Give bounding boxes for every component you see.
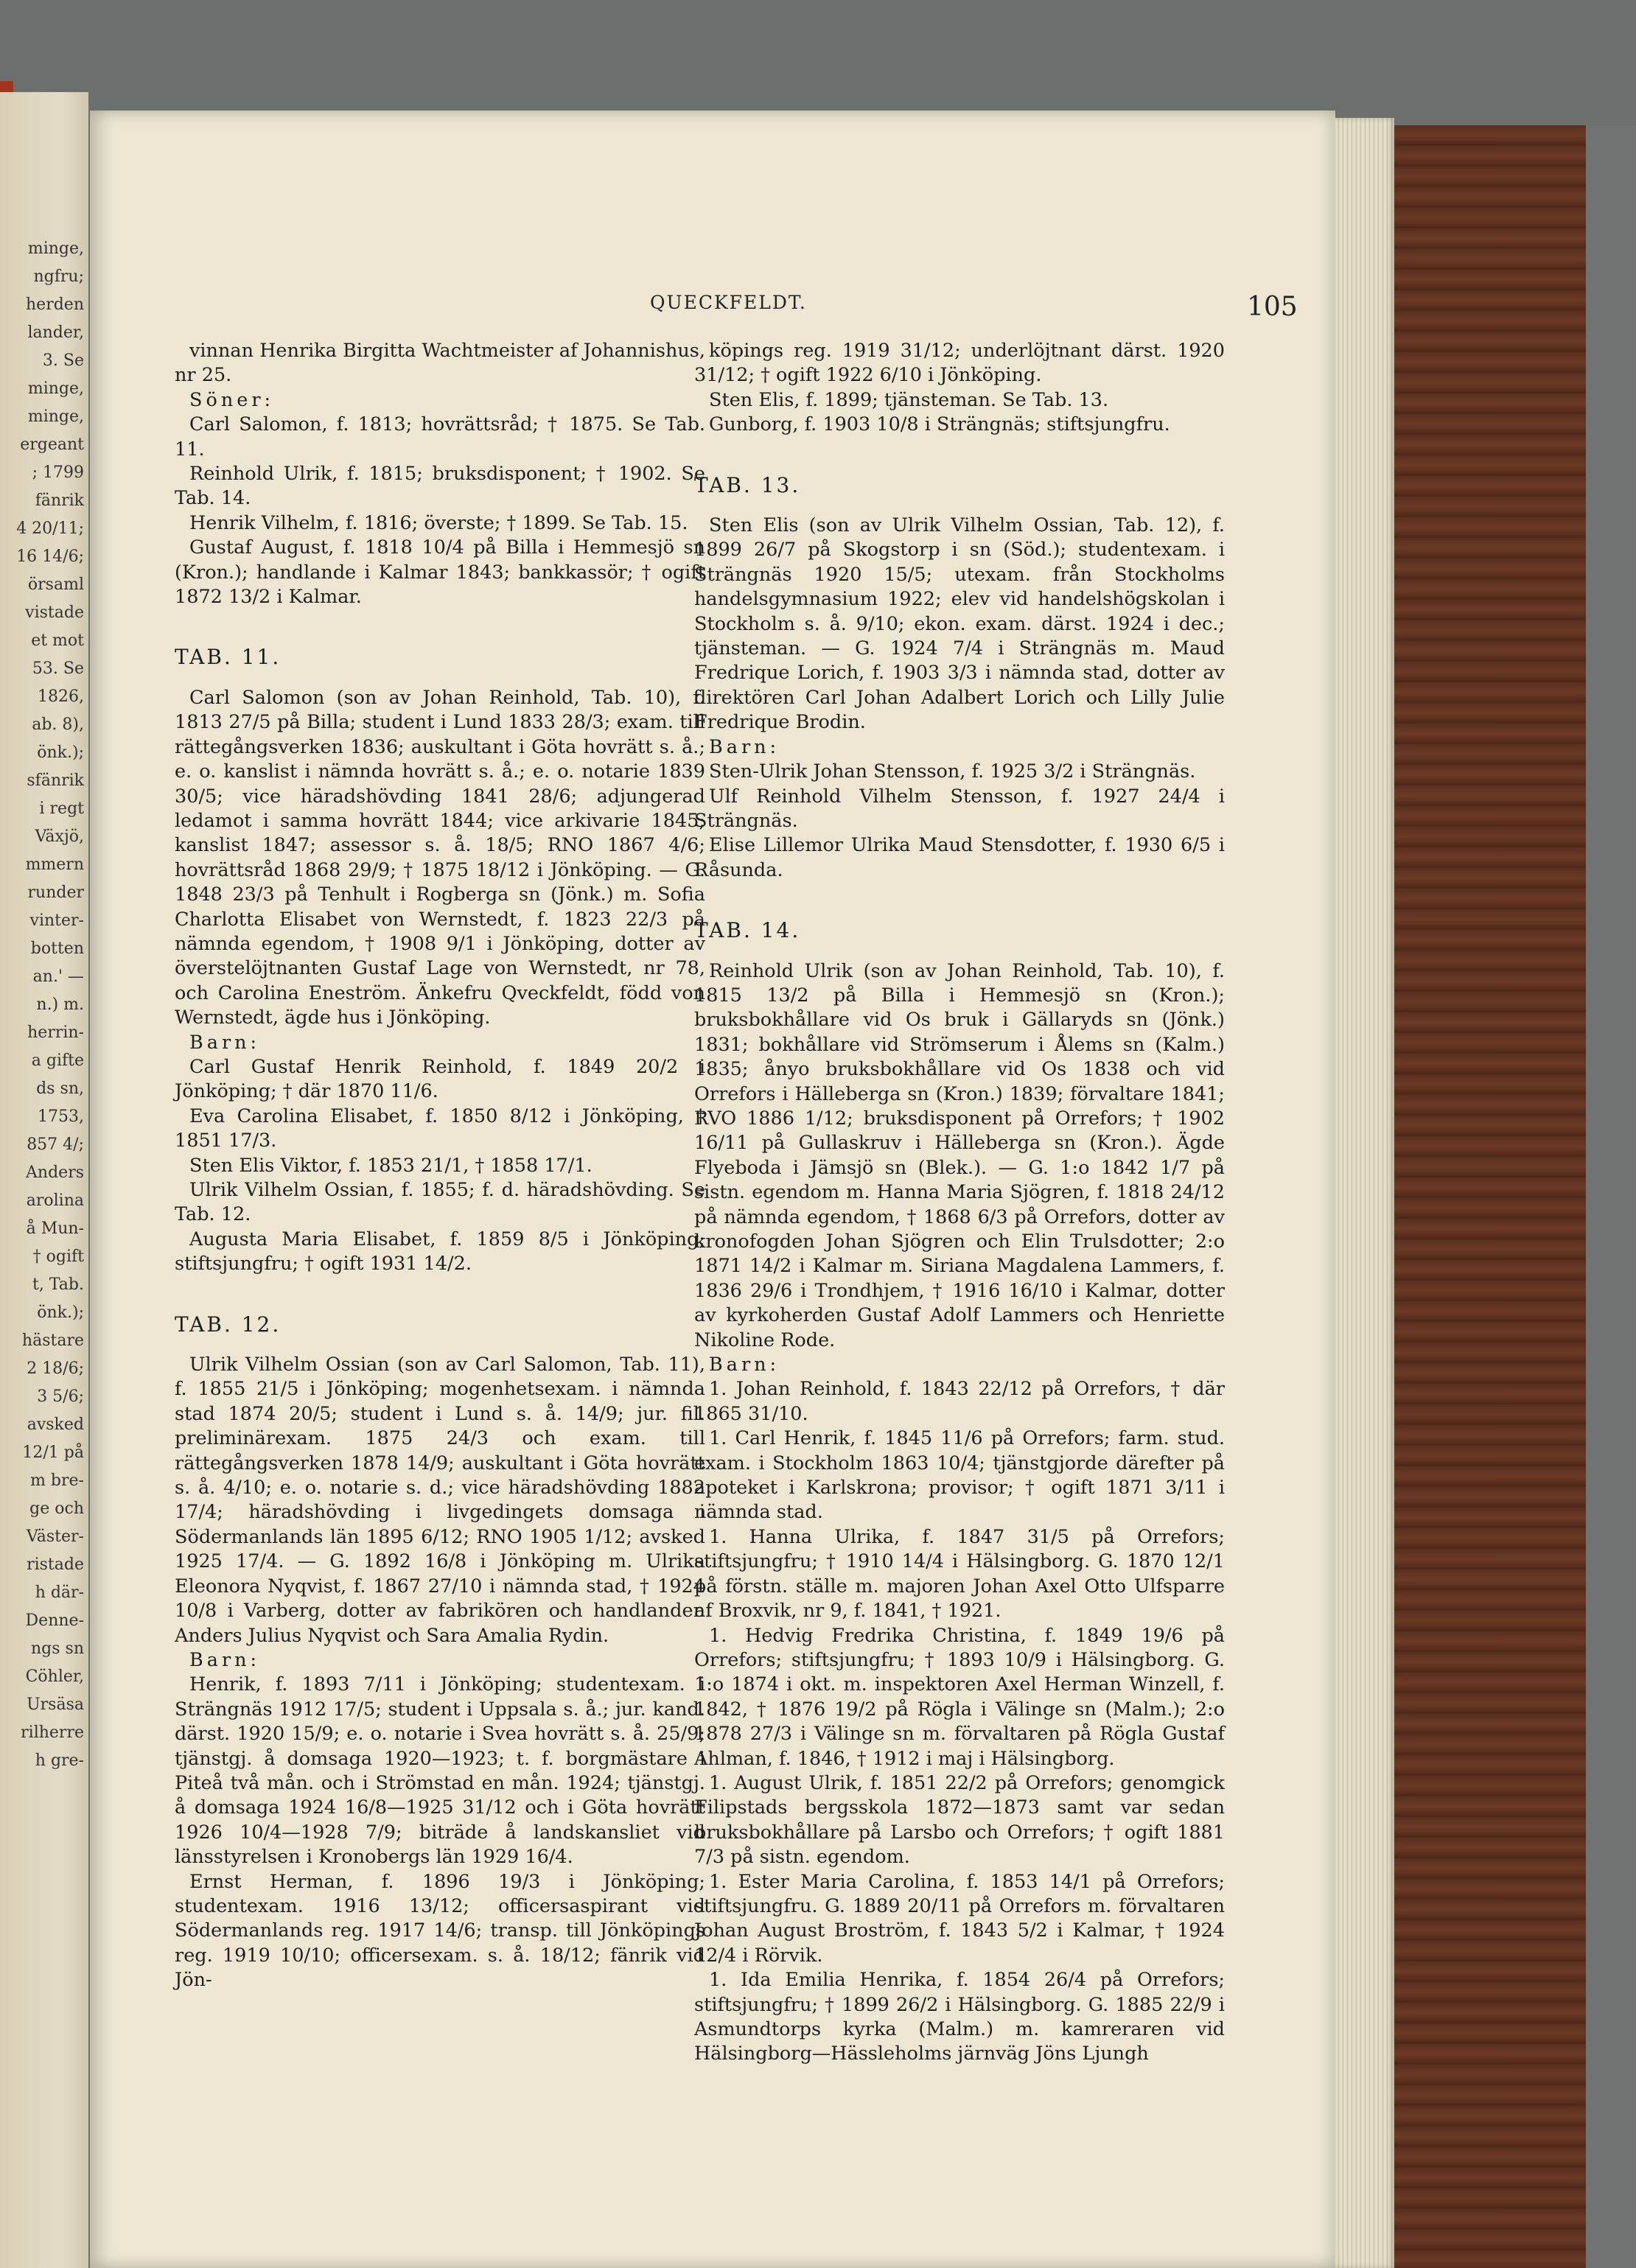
margin-fragment: h där- — [35, 1583, 84, 1602]
left-text-column — [175, 339, 705, 1993]
paragraph: Carl Salomon, f. 1813; hovrättsråd; † 1875. Se Tab. 11. — [175, 413, 705, 461]
margin-fragment: å Mun- — [26, 1219, 84, 1238]
paragraph: Sten Elis (son av Ulrik Vilhelm Ossian, Tab. 12), f. 1899 26/7 på Skogstorp i sn (Söd.); studentexam. i Strängnäs 1920 15/5; utexam. från Stockholms handelsgymnasium 1922; elev vid handelshögskolan i Stockholm s. å. 9/10; ekon. exam. därst. 1924 i dec.; tjänsteman. — G. 1924 7/4 i Strängnäs m. Maud Fredrique Lorich, f. 1903 3/3 i nämnda stad, dotter av direktören Carl Johan Adalbert Lorich och Lilly Julie Fredrique Brodin. — [694, 514, 1225, 734]
margin-fragment: i regt — [39, 799, 84, 818]
margin-fragment: minge, — [27, 407, 84, 426]
table-heading: TAB. 14. — [694, 918, 801, 943]
margin-fragment: t, Tab. — [32, 1275, 84, 1294]
margin-fragment: 2 18/6; — [27, 1359, 84, 1378]
margin-fragment: 12/1 på — [22, 1443, 84, 1462]
paragraph: Henrik Vilhelm, f. 1816; överste; † 1899. Se Tab. 15. — [189, 511, 688, 534]
paragraph: Sten-Ulrik Johan Stensson, f. 1925 3/2 i Strängnäs. — [709, 760, 1196, 783]
paragraph: 1. Ester Maria Carolina, f. 1853 14/1 på Orrefors; stiftsjungfru. G. 1889 20/11 på Orrefors m. förvaltaren Johan August Broström, f. 1843 5/2 i Kalmar, † 1924 12/4 i Rörvik. — [694, 1870, 1225, 1967]
margin-fragment: minge, — [27, 379, 84, 398]
page-number: 105 — [1247, 292, 1298, 322]
paragraph: Sten Elis Viktor, f. 1853 21/1, † 1858 17/1. — [189, 1154, 592, 1177]
margin-fragment: 1753, — [38, 1107, 84, 1126]
margin-fragment: botten — [30, 939, 84, 958]
paragraph: Augusta Maria Elisabet, f. 1859 8/5 i Jönköping; stiftsjungfru; † ogift 1931 14/2. — [175, 1228, 705, 1275]
section-label: Söner: — [189, 388, 275, 411]
margin-fragment: vinter- — [29, 911, 84, 930]
paragraph: Ulrik Vilhelm Ossian (son av Carl Salomon, Tab. 11), f. 1855 21/5 i Jönköping; mogenhetsexam. i nämnda stad 1874 20/5; student i Lund s. å. 14/9; jur. fil. preliminärexam. 1875 24/3 och exam. till rättegångsverken 1878 14/9; auskultant i Göta hovrätt s. å. 4/10; e. o. notarie s. d.; vice häradshövding 1882 17/4; häradshövding i livgedingets domsaga i Södermanlands län 1895 6/12; RNO 1905 1/12; avsked 1925 17/4. — G. 1892 16/8 i Jönköping m. Ulrika Eleonora Nyqvist, f. 1867 27/10 i nämnda stad, † 1924 10/8 i Varberg, dotter av fabrikören och handlanden Anders Julius Nyqvist och Sara Amalia Rydin. — [175, 1354, 705, 1647]
paragraph: 1. Johan Reinhold, f. 1843 22/12 på Orrefors, † där 1865 31/10. — [694, 1378, 1225, 1425]
margin-fragment: mmern — [25, 855, 84, 874]
paragraph: Sten Elis, f. 1899; tjänsteman. Se Tab. 13. — [709, 388, 1109, 411]
margin-fragment: 1826, — [38, 687, 84, 706]
paragraph: Carl Salomon (son av Johan Reinhold, Tab. 10), f. 1813 27/5 på Billa; student i Lund 1833 28/3; exam. till rättegångsverken 1836; auskultant i Göta hovrätt s. å.; e. o. kanslist i nämnda hovrätt s. å.; e. o. notarie 1839 30/5; vice häradshövding 1841 28/6; adjungerad ledamot i samma hovrätt 1844; vice arkivarie 1845; kanslist 1847; assessor s. å. 18/5; RNO 1867 4/6; hovrättsråd 1868 29/9; † 1875 18/12 i Jönköping. — G. 1848 23/3 på Tenhult i Rogberga sn (Jönk.) m. Sofia Charlotta Elisabet von Wernstedt, f. 1823 22/3 på nämnda egendom, † 1908 9/1 i Jönköping, dotter av överstelöjtnanten Gustaf Lage von Wernstedt, nr 78, och Carolina Eneström. Änkefru Qveckfeldt, född von Wernstedt, ägde hus i Jönköping. — [175, 686, 705, 1029]
margin-fragment: 53. Se — [32, 659, 84, 678]
margin-fragment: Anders — [26, 1163, 84, 1182]
margin-fragment: m bre- — [30, 1471, 84, 1490]
margin-fragment: Ursäsa — [27, 1695, 84, 1714]
paragraph: Gunborg, f. 1903 10/8 i Strängnäs; stiftsjungfru. — [709, 413, 1170, 436]
margin-fragment: ge och — [29, 1499, 84, 1518]
paragraph: köpings reg. 1919 31/12; underlöjtnant därst. 1920 31/12; † ogift 1922 6/10 i Jönköping. — [694, 340, 1225, 387]
book-cover-spine — [1394, 125, 1586, 2268]
table-heading: TAB. 11. — [175, 645, 282, 670]
margin-fragment: 4 20/11; — [16, 519, 84, 538]
margin-fragment: ; 1799 — [32, 463, 84, 482]
page-edges — [1335, 118, 1394, 2268]
section-label: Barn: — [709, 1354, 780, 1376]
margin-fragment: 3. Se — [42, 351, 84, 370]
margin-fragment: hästare — [21, 1331, 84, 1350]
margin-fragment: lander, — [27, 323, 84, 342]
margin-fragment: örsaml — [27, 575, 84, 594]
table-heading: TAB. 12. — [175, 1312, 282, 1337]
margin-fragment: Denne- — [25, 1611, 84, 1630]
running-header: QUECKFELDT. — [650, 292, 807, 313]
margin-fragment: sfänrik — [27, 771, 84, 790]
paragraph: Ulrik Vilhelm Ossian, f. 1855; f. d. häradshövding. Se Tab. 12. — [175, 1179, 705, 1226]
margin-fragment: a gifte — [31, 1051, 84, 1070]
background-edge — [1586, 125, 1636, 2268]
margin-fragment: herrin- — [27, 1023, 84, 1042]
left-page-margin — [0, 92, 88, 2268]
paragraph: Elise Lillemor Ulrika Maud Stensdotter, f. 1930 6/5 i Råsunda. — [694, 834, 1225, 881]
paragraph: Gustaf August, f. 1818 10/4 på Billa i Hemmesjö sn (Kron.); handlande i Kalmar 1843; bankkassör; † ogift 1872 13/2 i Kalmar. — [175, 536, 705, 609]
margin-fragment: ergeant — [20, 435, 84, 454]
margin-fragment: önk.); — [37, 743, 84, 762]
margin-fragment: vistade — [25, 603, 84, 622]
margin-fragment: h gre- — [35, 1751, 84, 1770]
margin-fragment: ab. 8), — [32, 715, 84, 734]
margin-fragment: 3 5/6; — [37, 1387, 84, 1406]
right-text-column — [694, 339, 1225, 2067]
margin-fragment: önk.); — [37, 1303, 84, 1322]
margin-fragment: ngs sn — [31, 1639, 84, 1658]
margin-fragment: ds sn, — [36, 1079, 84, 1098]
margin-fragment: Väster- — [26, 1527, 84, 1546]
margin-fragment: 16 14/6; — [16, 547, 84, 566]
paragraph: 1. Carl Henrik, f. 1845 11/6 på Orrefors; farm. stud. exam. i Stockholm 1863 10/4; tjänstgjorde därefter på apoteket i Karlskrona; provisor; † ogift 1871 3/11 i nämnda stad. — [694, 1427, 1225, 1524]
paragraph: Ernst Herman, f. 1896 19/3 i Jönköping; studentexam. 1916 13/12; officersaspirant vid Södermanlands reg. 1917 14/6; transp. till Jönköpings reg. 1919 10/10; officersexam. s. å. 18/12; fänrik vid Jön- — [175, 1870, 705, 1992]
paragraph: 1. Ida Emilia Henrika, f. 1854 26/4 på Orrefors; stiftsjungfru; † 1899 26/2 i Hälsingborg. G. 1885 22/9 i Asmundtorps kyrka (Malm.) m. kamreraren vid Hälsingborg—Hässleholms järnväg Jöns Ljungh — [694, 1969, 1225, 2065]
margin-fragment: herden — [26, 295, 84, 314]
margin-fragment: ngfru; — [33, 267, 84, 286]
margin-fragment: avsked — [27, 1415, 84, 1434]
margin-fragment: † ogift — [32, 1247, 84, 1266]
margin-fragment: et mot — [31, 631, 84, 650]
paragraph: Reinhold Ulrik (son av Johan Reinhold, Tab. 10), f. 1815 13/2 på Billa i Hemmesjö sn (Kron.); bruksbokhållare vid Os bruk i Gällaryds sn (Jönk.) 1831; bokhållare vid Strömserum i Ålems sn (Kalm.) 1835; ånyo bruksbokhållare vid Os 1838 och vid Orrefors i Hälleberga sn (Kron.) 1839; förvaltare 1841; RVO 1886 1/12; bruksdisponent på Orrefors; † 1902 16/11 på Gullaskruv i Hälleberga sn (Kron.). Ägde Flyeboda i Jämsjö sn (Blek.). — G. 1:o 1842 1/7 på sistn. egendom m. Hanna Maria Sjögren, f. 1818 24/12 på nämnda egendom, † 1868 6/3 på Orrefors, dotter av kronofogden Johan Sjögren och Elin Trulsdotter; 2:o 1871 14/2 i Kalmar m. Siriana Magdalena Lammers, f. 1836 29/6 i Trondhjem, † 1916 16/10 i Kalmar, dotter av kyrkoherden Gustaf Adolf Lammers och Henriette Nikoline Rode. — [694, 959, 1225, 1351]
book-page — [90, 111, 1335, 2268]
paragraph: 1. Hanna Ulrika, f. 1847 31/5 på Orrefors; stiftsjungfru; † 1910 14/4 i Hälsingborg. G. 1870 12/1 på förstn. ställe m. majoren Johan Axel Otto Ulfsparre af Broxvik, nr 9, f. 1841, † 1921. — [694, 1525, 1225, 1623]
margin-fragment: runder — [27, 883, 84, 902]
paragraph: 1. Hedvig Fredrika Christina, f. 1849 19/6 på Orrefors; stiftsjungfru; † 1893 10/9 i Hälsingborg. G. 1:o 1874 i okt. m. inspektoren Axel Herman Winzell, f. 1842, † 1876 19/2 på Rögla i Välinge sn (Malm.); 2:o 1878 27/3 i Välinge sn m. förvaltaren på Rögla Gustaf Ahlman, f. 1846, † 1912 i maj i Hälsingborg. — [694, 1624, 1225, 1770]
table-heading: TAB. 13. — [694, 472, 801, 497]
paragraph: vinnan Henrika Birgitta Wachtmeister af Johannishus, nr 25. — [175, 340, 705, 387]
paragraph: 1. August Ulrik, f. 1851 22/2 på Orrefors; genomgick Filipstads bergsskola 1872—1873 samt var sedan bruksbokhållare på Larsbo och Orrefors; † ogift 1881 7/3 på sistn. egendom. — [694, 1771, 1225, 1869]
section-label: Barn: — [189, 1648, 261, 1671]
paragraph: Carl Gustaf Henrik Reinhold, f. 1849 20/2 i Jönköping; † där 1870 11/6. — [175, 1055, 705, 1103]
margin-fragment: Växjö, — [35, 827, 84, 846]
margin-fragment: rilherre — [21, 1723, 84, 1742]
section-label: Barn: — [189, 1031, 261, 1054]
margin-fragment: ristade — [27, 1555, 84, 1574]
margin-fragment: 857 4/; — [27, 1135, 84, 1154]
margin-fragment: minge, — [27, 239, 84, 258]
paragraph: Ulf Reinhold Vilhelm Stensson, f. 1927 24/4 i Strängnäs. — [694, 785, 1225, 832]
paragraph: Eva Carolina Elisabet, f. 1850 8/12 i Jönköping, † 1851 17/3. — [175, 1105, 705, 1152]
margin-fragment: arolina — [26, 1191, 84, 1210]
margin-fragment: n.) m. — [36, 995, 84, 1014]
paragraph: Reinhold Ulrik, f. 1815; bruksdisponent; † 1902. Se Tab. 14. — [175, 463, 705, 510]
margin-fragment: fänrik — [35, 491, 84, 510]
paragraph: Henrik, f. 1893 7/11 i Jönköping; studentexam. i Strängnäs 1912 17/5; student i Uppsala s. å.; jur. kand. därst. 1920 15/9; e. o. notarie i Svea hovrätt s. å. 25/9; tjänstgj. å domsaga 1920—1923; t. f. borgmästare i Piteå två mån. och i Strömstad en mån. 1924; tjänstgj. å domsaga 1924 16/8—1925 31/12 och i Göta hovrätt 1926 10/4—1928 7/9; biträde å landskansliet vid länsstyrelsen i Kronobergs län 1929 16/4. — [175, 1673, 705, 1869]
margin-fragment: an.' — — [32, 967, 84, 986]
margin-fragment: Cöhler, — [25, 1667, 84, 1686]
section-label: Barn: — [709, 735, 780, 758]
